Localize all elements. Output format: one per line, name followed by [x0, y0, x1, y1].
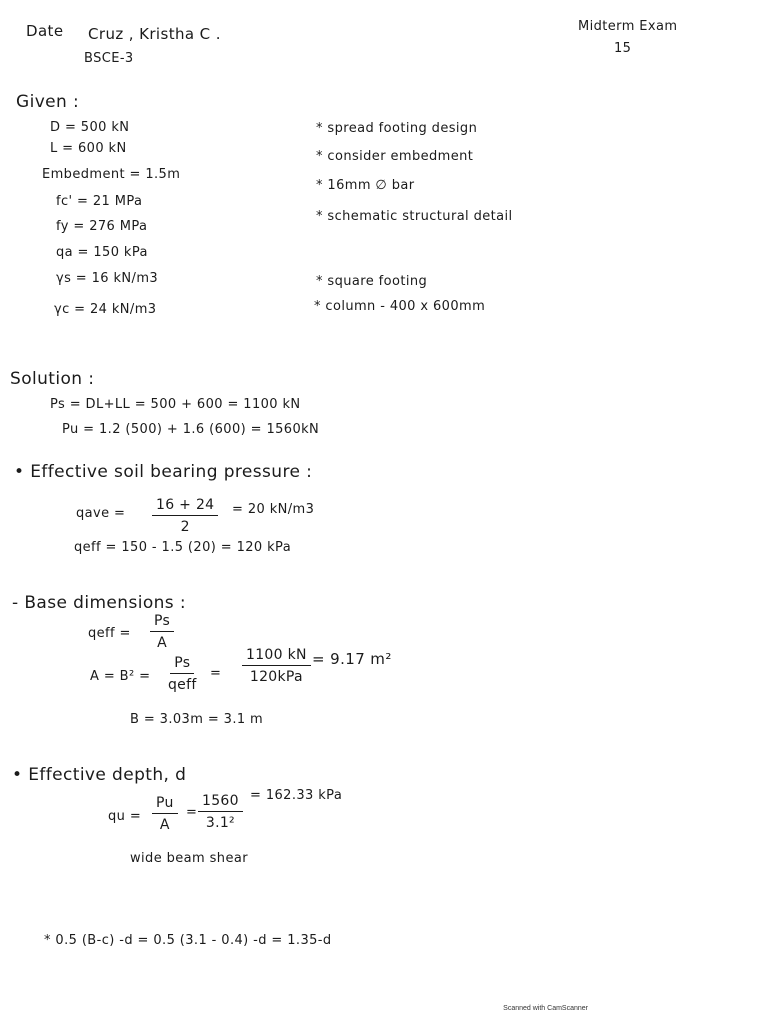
qu-equals: =	[186, 805, 198, 820]
qu-value-denominator: 3.1²	[205, 815, 235, 831]
solution-heading: Solution :	[10, 369, 95, 389]
qu-result: = 162.33 kPa	[250, 788, 343, 803]
qeff-label: qeff =	[88, 626, 131, 641]
note-column-size: * column - 400 x 600mm	[314, 299, 486, 314]
area-denominator: qeff	[168, 677, 197, 693]
note-embedment: * consider embedment	[316, 149, 474, 164]
ultimate-load-line: Pu = 1.2 (500) + 1.6 (600) = 1560kN	[62, 422, 320, 437]
effective-pressure-heading: • Effective soil bearing pressure :	[14, 462, 313, 482]
area-value-numerator: 1100 kN	[242, 648, 311, 666]
area-fraction	[164, 656, 201, 692]
note-spread-footing: * spread footing design	[316, 121, 478, 136]
effective-depth-heading: • Effective depth, d	[12, 765, 187, 785]
qave-label: qave =	[76, 506, 126, 521]
base-width-line: B = 3.03m = 3.1 m	[130, 712, 264, 727]
qu-denominator: A	[159, 817, 170, 833]
note-bar-size: * 16mm ∅ bar	[316, 178, 415, 193]
exam-title: Midterm Exam	[578, 19, 678, 34]
given-qa: qa = 150 kPa	[56, 245, 148, 260]
area-value-fraction	[242, 648, 311, 684]
shear-distance-line: * 0.5 (B-c) -d = 0.5 (3.1 - 0.4) -d = 1.35-d	[44, 933, 332, 948]
qeff-numerator: Ps	[150, 614, 174, 632]
qeff-denominator: A	[157, 635, 167, 651]
exam-number: 15	[614, 41, 632, 56]
given-fc: fc' = 21 MPa	[56, 194, 143, 209]
note-square-footing: * square footing	[316, 274, 428, 289]
scanner-watermark: Scanned with CamScanner	[503, 1005, 588, 1012]
area-equals: =	[210, 666, 222, 681]
qu-value-numerator: 1560	[198, 794, 243, 812]
given-gamma-soil: γs = 16 kN/m3	[56, 271, 159, 286]
area-result: = 9.17 m²	[312, 650, 392, 668]
qu-numerator: Pu	[152, 796, 178, 814]
qave-result: = 20 kN/m3	[232, 502, 315, 517]
qu-value-fraction	[198, 794, 243, 830]
course-section: BSCE-3	[84, 51, 134, 66]
date-label: Date	[26, 22, 64, 40]
area-value-denominator: 120kPa	[249, 669, 303, 685]
given-heading: Given :	[16, 92, 80, 112]
qeff-fraction	[150, 614, 174, 650]
student-name: Cruz , Kristha C .	[88, 25, 221, 43]
given-fy: fy = 276 MPa	[56, 219, 148, 234]
base-dimensions-heading: - Base dimensions :	[12, 593, 186, 613]
qave-numerator: 16 + 24	[152, 498, 218, 516]
qave-denominator: 2	[180, 519, 190, 535]
qave-fraction	[152, 498, 218, 534]
area-label: A = B² =	[90, 669, 151, 684]
service-load-line: Ps = DL+LL = 500 + 600 = 1100 kN	[50, 397, 301, 412]
qu-label: qu =	[108, 809, 142, 824]
given-live-load: L = 600 kN	[50, 141, 127, 156]
area-numerator: Ps	[170, 656, 194, 674]
given-dead-load: D = 500 kN	[50, 120, 130, 135]
qu-fraction	[152, 796, 178, 832]
given-gamma-concrete: γc = 24 kN/m3	[54, 302, 157, 317]
given-embedment: Embedment = 1.5m	[42, 167, 181, 182]
qeff-line: qeff = 150 - 1.5 (20) = 120 kPa	[74, 540, 292, 555]
note-schematic: * schematic structural detail	[316, 209, 513, 224]
wide-beam-shear-label: wide beam shear	[130, 851, 248, 866]
